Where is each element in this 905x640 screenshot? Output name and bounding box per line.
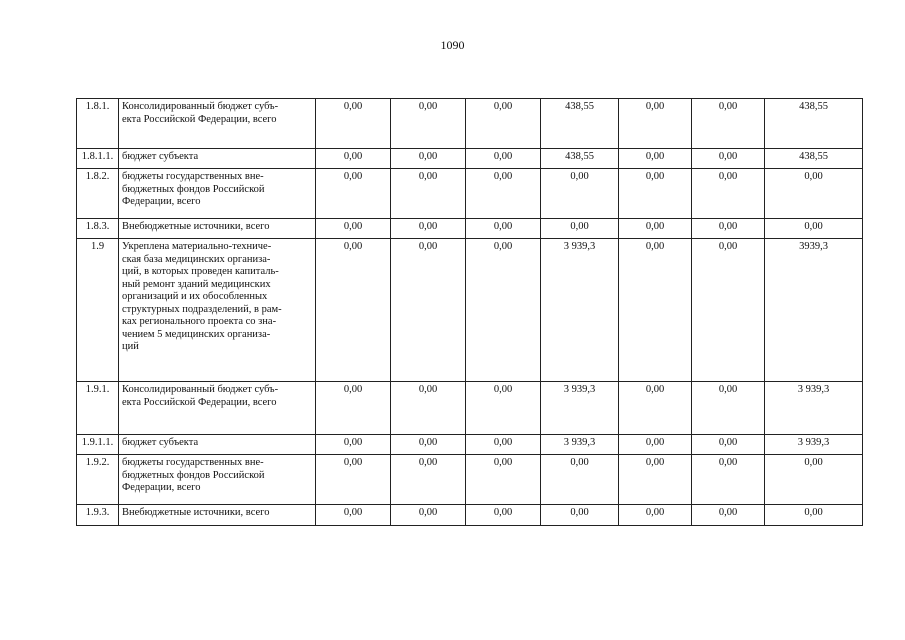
- table-row: [77, 455, 863, 505]
- value-cell: 0,00: [541, 219, 619, 239]
- row-description: бюджеты государственных вне- бюджетных фондов Российской Федерации, всего: [119, 455, 316, 505]
- value-cell: 0,00: [316, 149, 391, 169]
- value-cell: 0,00: [619, 149, 692, 169]
- total-cell: 0,00: [765, 505, 863, 526]
- total-cell: 0,00: [765, 455, 863, 505]
- value-cell: 0,00: [692, 219, 765, 239]
- value-cell: 0,00: [391, 505, 466, 526]
- table-row: [77, 505, 863, 526]
- value-cell: 0,00: [619, 219, 692, 239]
- value-cell: 3 939,3: [541, 435, 619, 455]
- table-body: [77, 99, 863, 526]
- value-cell: 0,00: [316, 382, 391, 435]
- value-cell: 0,00: [316, 219, 391, 239]
- row-description: бюджеты государственных вне- бюджетных фондов Российской Федерации, всего: [119, 169, 316, 219]
- value-cell: 0,00: [541, 455, 619, 505]
- value-cell: 0,00: [619, 239, 692, 382]
- value-cell: 0,00: [692, 505, 765, 526]
- row-number: 1.9.3.: [77, 505, 119, 526]
- table-row: [77, 169, 863, 219]
- value-cell: 0,00: [466, 382, 541, 435]
- value-cell: 0,00: [692, 99, 765, 149]
- value-cell: 438,55: [541, 149, 619, 169]
- value-cell: 0,00: [316, 99, 391, 149]
- total-cell: 3 939,3: [765, 382, 863, 435]
- value-cell: 0,00: [619, 435, 692, 455]
- total-cell: 0,00: [765, 219, 863, 239]
- value-cell: 0,00: [692, 169, 765, 219]
- value-cell: 0,00: [391, 239, 466, 382]
- table-row: [77, 149, 863, 169]
- value-cell: 3 939,3: [541, 239, 619, 382]
- row-description: Укреплена материально-техниче- ская база медицинских организа- ций, в которых проведен капиталь- ный ремонт зданий медицинских организаций и их обособленных структурных подразделений, в рам- ках регионального проекта со зна- чением 5 медицинских организа- ций: [119, 239, 316, 382]
- row-description: Внебюджетные источники, всего: [119, 505, 316, 526]
- total-cell: 438,55: [765, 99, 863, 149]
- row-number: 1.9.2.: [77, 455, 119, 505]
- value-cell: 0,00: [692, 149, 765, 169]
- value-cell: 0,00: [391, 169, 466, 219]
- total-cell: 0,00: [765, 169, 863, 219]
- value-cell: 0,00: [391, 382, 466, 435]
- row-description: бюджет субъекта: [119, 149, 316, 169]
- table-row: [77, 99, 863, 149]
- value-cell: 0,00: [619, 455, 692, 505]
- value-cell: 0,00: [619, 505, 692, 526]
- value-cell: 0,00: [692, 435, 765, 455]
- table-row: [77, 219, 863, 239]
- value-cell: 0,00: [466, 435, 541, 455]
- value-cell: 0,00: [541, 169, 619, 219]
- value-cell: 0,00: [619, 169, 692, 219]
- total-cell: 3939,3: [765, 239, 863, 382]
- value-cell: 0,00: [391, 455, 466, 505]
- value-cell: 0,00: [466, 239, 541, 382]
- row-description: Консолидированный бюджет субъ- екта Российской Федерации, всего: [119, 99, 316, 149]
- value-cell: 3 939,3: [541, 382, 619, 435]
- table-row: [77, 382, 863, 435]
- value-cell: 0,00: [692, 239, 765, 382]
- row-number: 1.9.1.: [77, 382, 119, 435]
- value-cell: 0,00: [391, 219, 466, 239]
- row-description: Консолидированный бюджет субъ- екта Российской Федерации, всего: [119, 382, 316, 435]
- row-number: 1.8.3.: [77, 219, 119, 239]
- value-cell: 0,00: [466, 169, 541, 219]
- table-row: [77, 435, 863, 455]
- table-row: [77, 239, 863, 382]
- page-number: 1090: [440, 38, 465, 52]
- value-cell: 0,00: [466, 149, 541, 169]
- value-cell: 0,00: [316, 455, 391, 505]
- row-description: Внебюджетные источники, всего: [119, 219, 316, 239]
- value-cell: 0,00: [692, 382, 765, 435]
- value-cell: 0,00: [619, 382, 692, 435]
- budget-table: [76, 98, 863, 526]
- total-cell: 438,55: [765, 149, 863, 169]
- value-cell: 0,00: [466, 505, 541, 526]
- value-cell: 0,00: [316, 505, 391, 526]
- value-cell: 0,00: [391, 435, 466, 455]
- row-number: 1.8.1.1.: [77, 149, 119, 169]
- value-cell: 438,55: [541, 99, 619, 149]
- value-cell: 0,00: [692, 455, 765, 505]
- row-number: 1.8.2.: [77, 169, 119, 219]
- value-cell: 0,00: [316, 239, 391, 382]
- value-cell: 0,00: [541, 505, 619, 526]
- value-cell: 0,00: [466, 455, 541, 505]
- row-number: 1.9: [77, 239, 119, 382]
- total-cell: 3 939,3: [765, 435, 863, 455]
- row-number: 1.9.1.1.: [77, 435, 119, 455]
- value-cell: 0,00: [391, 149, 466, 169]
- row-description: бюджет субъекта: [119, 435, 316, 455]
- row-number: 1.8.1.: [77, 99, 119, 149]
- value-cell: 0,00: [391, 99, 466, 149]
- value-cell: 0,00: [466, 99, 541, 149]
- value-cell: 0,00: [316, 435, 391, 455]
- value-cell: 0,00: [466, 219, 541, 239]
- value-cell: 0,00: [316, 169, 391, 219]
- value-cell: 0,00: [619, 99, 692, 149]
